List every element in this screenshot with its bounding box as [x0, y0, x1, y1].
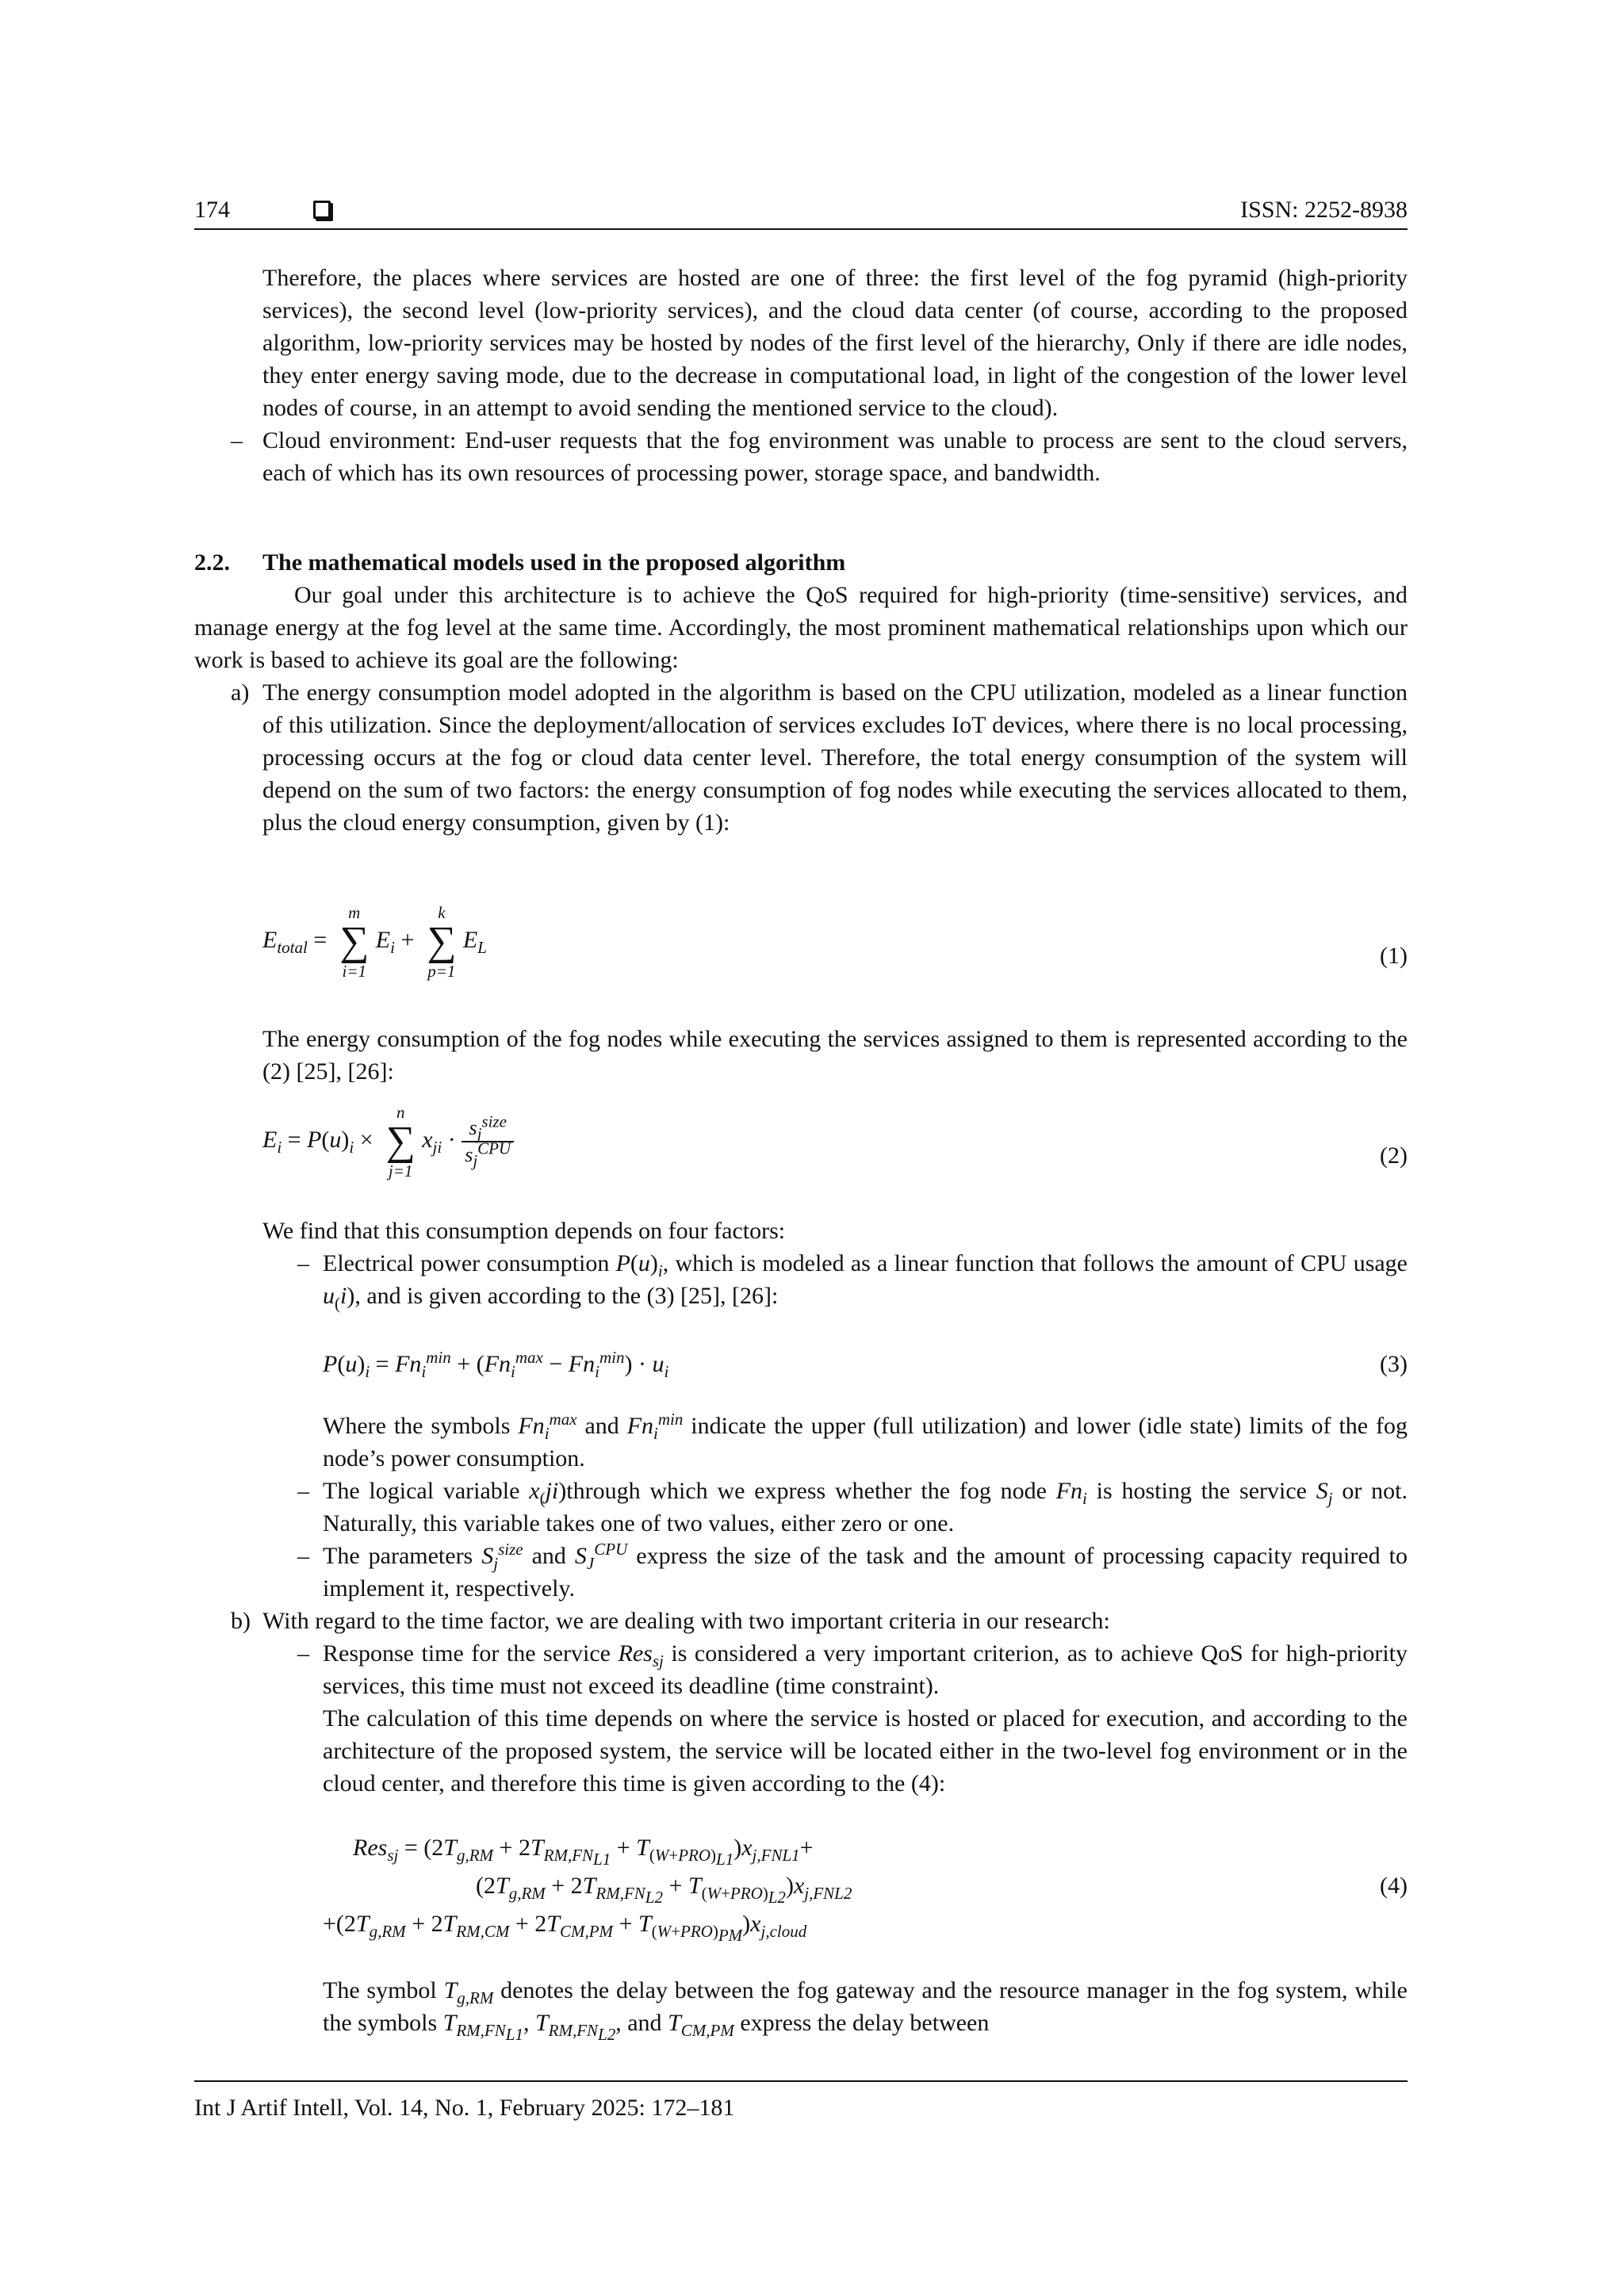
cloud-item-text: Cloud environment: End-user requests that the fog environment was unable to process are sent to the cloud servers, each of which has its own resources of processing power, storage space, and bandwidth.	[262, 427, 1408, 486]
equation-1	[194, 904, 1408, 1007]
section-block	[194, 546, 1408, 839]
page-header	[194, 193, 1408, 230]
eq2-intro: The energy consumption of the fog nodes while executing the services assigned to them is represented according to the (2) [25], [26]:	[262, 1026, 1408, 1085]
equation-number: (1)	[1380, 943, 1408, 969]
page-footer	[194, 2080, 1408, 2124]
equation-4-line-2: $(2T_{g,RM} + 2T_{RM,FN_{L2}} + T_{(W+PRO)_{L2}})x_{j,FNL2}$	[476, 1873, 852, 1908]
equation-3	[194, 1348, 1408, 1386]
equation-number: (3)	[1380, 1351, 1408, 1377]
journal-citation: Int J Artif Intell, Vol. 14, No. 1, February 2025: 172–181	[194, 2095, 735, 2121]
item-marker-a: a)	[231, 679, 250, 706]
factor-item-2: – The logical variable $x_(ji)through$ which we express whether the fog node $Fn_i$ is hosting the service $S_j$ or not. Naturally, this variable takes one of two values, either zero or one.	[297, 1478, 1408, 1536]
factor1-text-a: Electrical power consumption	[323, 1250, 616, 1276]
equation-4-line-3: $+(2T_{g,RM} + 2T_{RM,CM} + 2T_{CM,PM} + T_{(W+PRO)_{PM}})x_{j,cloud}$	[323, 1911, 807, 1946]
equation-1-math: $E_{total}$ = m ∑ i=1 $E_i$ + k ∑ p=1 $E_L$	[262, 903, 487, 981]
section-number: 2.2.	[194, 549, 230, 576]
symbol-paragraph: The symbol $T_{g,RM}$ denotes the delay between the fog gateway and the resource manager in the fog system, while the symbols $T_{RM,FN_{L1}}$, $T_{RM,FN_{L2}}$, and $T_{CM,PM}$ express the delay between	[323, 1977, 1408, 2045]
intro-block	[194, 262, 1408, 489]
page	[194, 0, 1408, 2296]
eq2-intro-block	[194, 1023, 1408, 1088]
where-fn-paragraph: Where the symbols $Fn_i^{max}$ and $Fn_i^{min}$ indicate the upper (full utilization) and lower (idle state) limits of the fog node’s power consumption.	[323, 1410, 1408, 1471]
equation-4-line-1: $Res_{sj} = (2T_{g,RM} + 2T_{RM,FN_{L1}} + T_{(W+PRO)_{L1}})x_{j,FNL1}+$	[353, 1835, 814, 1869]
response-time-item: – Response time for the service Res$_{sj}$ is considered a very important criterion, as to achieve QoS for high-priority services, this time must not exceed its deadline (time constraint).	[297, 1640, 1408, 1699]
factors-block-2	[194, 1410, 1408, 1800]
four-factors-intro: We find that this consumption depends on four factors:	[262, 1218, 786, 1244]
factors-block	[194, 1215, 1408, 1312]
intro-paragraph: Therefore, the places where services are hosted are one of three: the first level of the fog pyramid (high-priority services), the second level (low-priority services), and the cloud data center (of course, according to the proposed algorithm, low-priority services may be hosted by nodes of the first level of the hierarchy, Only if there are idle nodes, they enter energy saving mode, due to the decrease in computational load, in light of the congestion of the lower level nodes of course, in an attempt to avoid sending the mentioned service to the cloud).	[262, 265, 1408, 421]
section-heading	[194, 546, 1408, 579]
dash-marker: –	[231, 427, 243, 453]
page-number: 174	[194, 197, 230, 223]
square-icon	[313, 201, 331, 219]
equation-4	[194, 1831, 1408, 1950]
equation-3-math: $P(u)_i = Fn_i^{min} + (Fn_i^{max} - Fn_i^{min}) \cdot u_i$	[323, 1348, 669, 1381]
factor1-text-b: , which is modeled as a linear function that follows the amount of CPU usage	[662, 1250, 1408, 1276]
section-intro: Our goal under this architecture is to achieve the QoS required for high-priority (time-sensitive) services, and manage energy at the fog level at the same time. Accordingly, the most prominent mathematical relationships upon which our work is based to achieve its goal are the following:	[194, 582, 1408, 673]
equation-number: (4)	[1380, 1873, 1408, 1899]
equation-number: (2)	[1380, 1142, 1408, 1169]
list-item-b	[194, 1605, 1408, 1637]
list-item-cloud	[194, 424, 1408, 489]
equation-2-math: $E_i = P(u)_i$ × n ∑ j=1 $x_{ji}$ · $\frac{s_j^{size}}{s_j^{CPU}}$	[262, 1104, 514, 1180]
response-calc-paragraph: The calculation of this time depends on where the service is hosted or placed for execution, and according to the architecture of the proposed system, the service will be located either in the two-level fog environment or in the cloud center, and therefore this time is given according to the (4):	[323, 1705, 1408, 1797]
section-title: The mathematical models used in the proposed algorithm	[262, 549, 846, 576]
symbol-block	[194, 1974, 1408, 2045]
item-marker-b: b)	[231, 1608, 251, 1634]
factor-item-1: – Electrical power consumption $P(u)_i$, which is modeled as a linear function that follows the amount of CPU usage $u_(i$), and is given according to the (3) [25], [26]:	[297, 1250, 1408, 1313]
list-item-a	[194, 676, 1408, 839]
equation-2	[194, 1104, 1408, 1207]
issn: ISSN: 2252-8938	[1240, 197, 1408, 223]
item-a-text: The energy consumption model adopted in the algorithm is based on the CPU utilization, modeled as a linear function of this utilization. Since the deployment/allocation of services excludes IoT devices, where there is no local processing, processing occurs at the fog or cloud data center level. Therefore, the total energy consumption of the system will depend on the sum of two factors: the energy consumption of fog nodes while executing the services allocated to them, plus the cloud energy consumption, given by (1):	[262, 679, 1408, 836]
factor1-text-c: , and is given according to the (3) [25], [26]:	[354, 1283, 779, 1309]
item-b-text: With regard to the time factor, we are dealing with two important criteria in our research:	[262, 1608, 1110, 1634]
factor-item-3: – The parameters $S_j^{size}$ and $S_J^{CPU}$ express the size of the task and the amount of processing capacity required to implement it, respectively.	[297, 1540, 1408, 1601]
